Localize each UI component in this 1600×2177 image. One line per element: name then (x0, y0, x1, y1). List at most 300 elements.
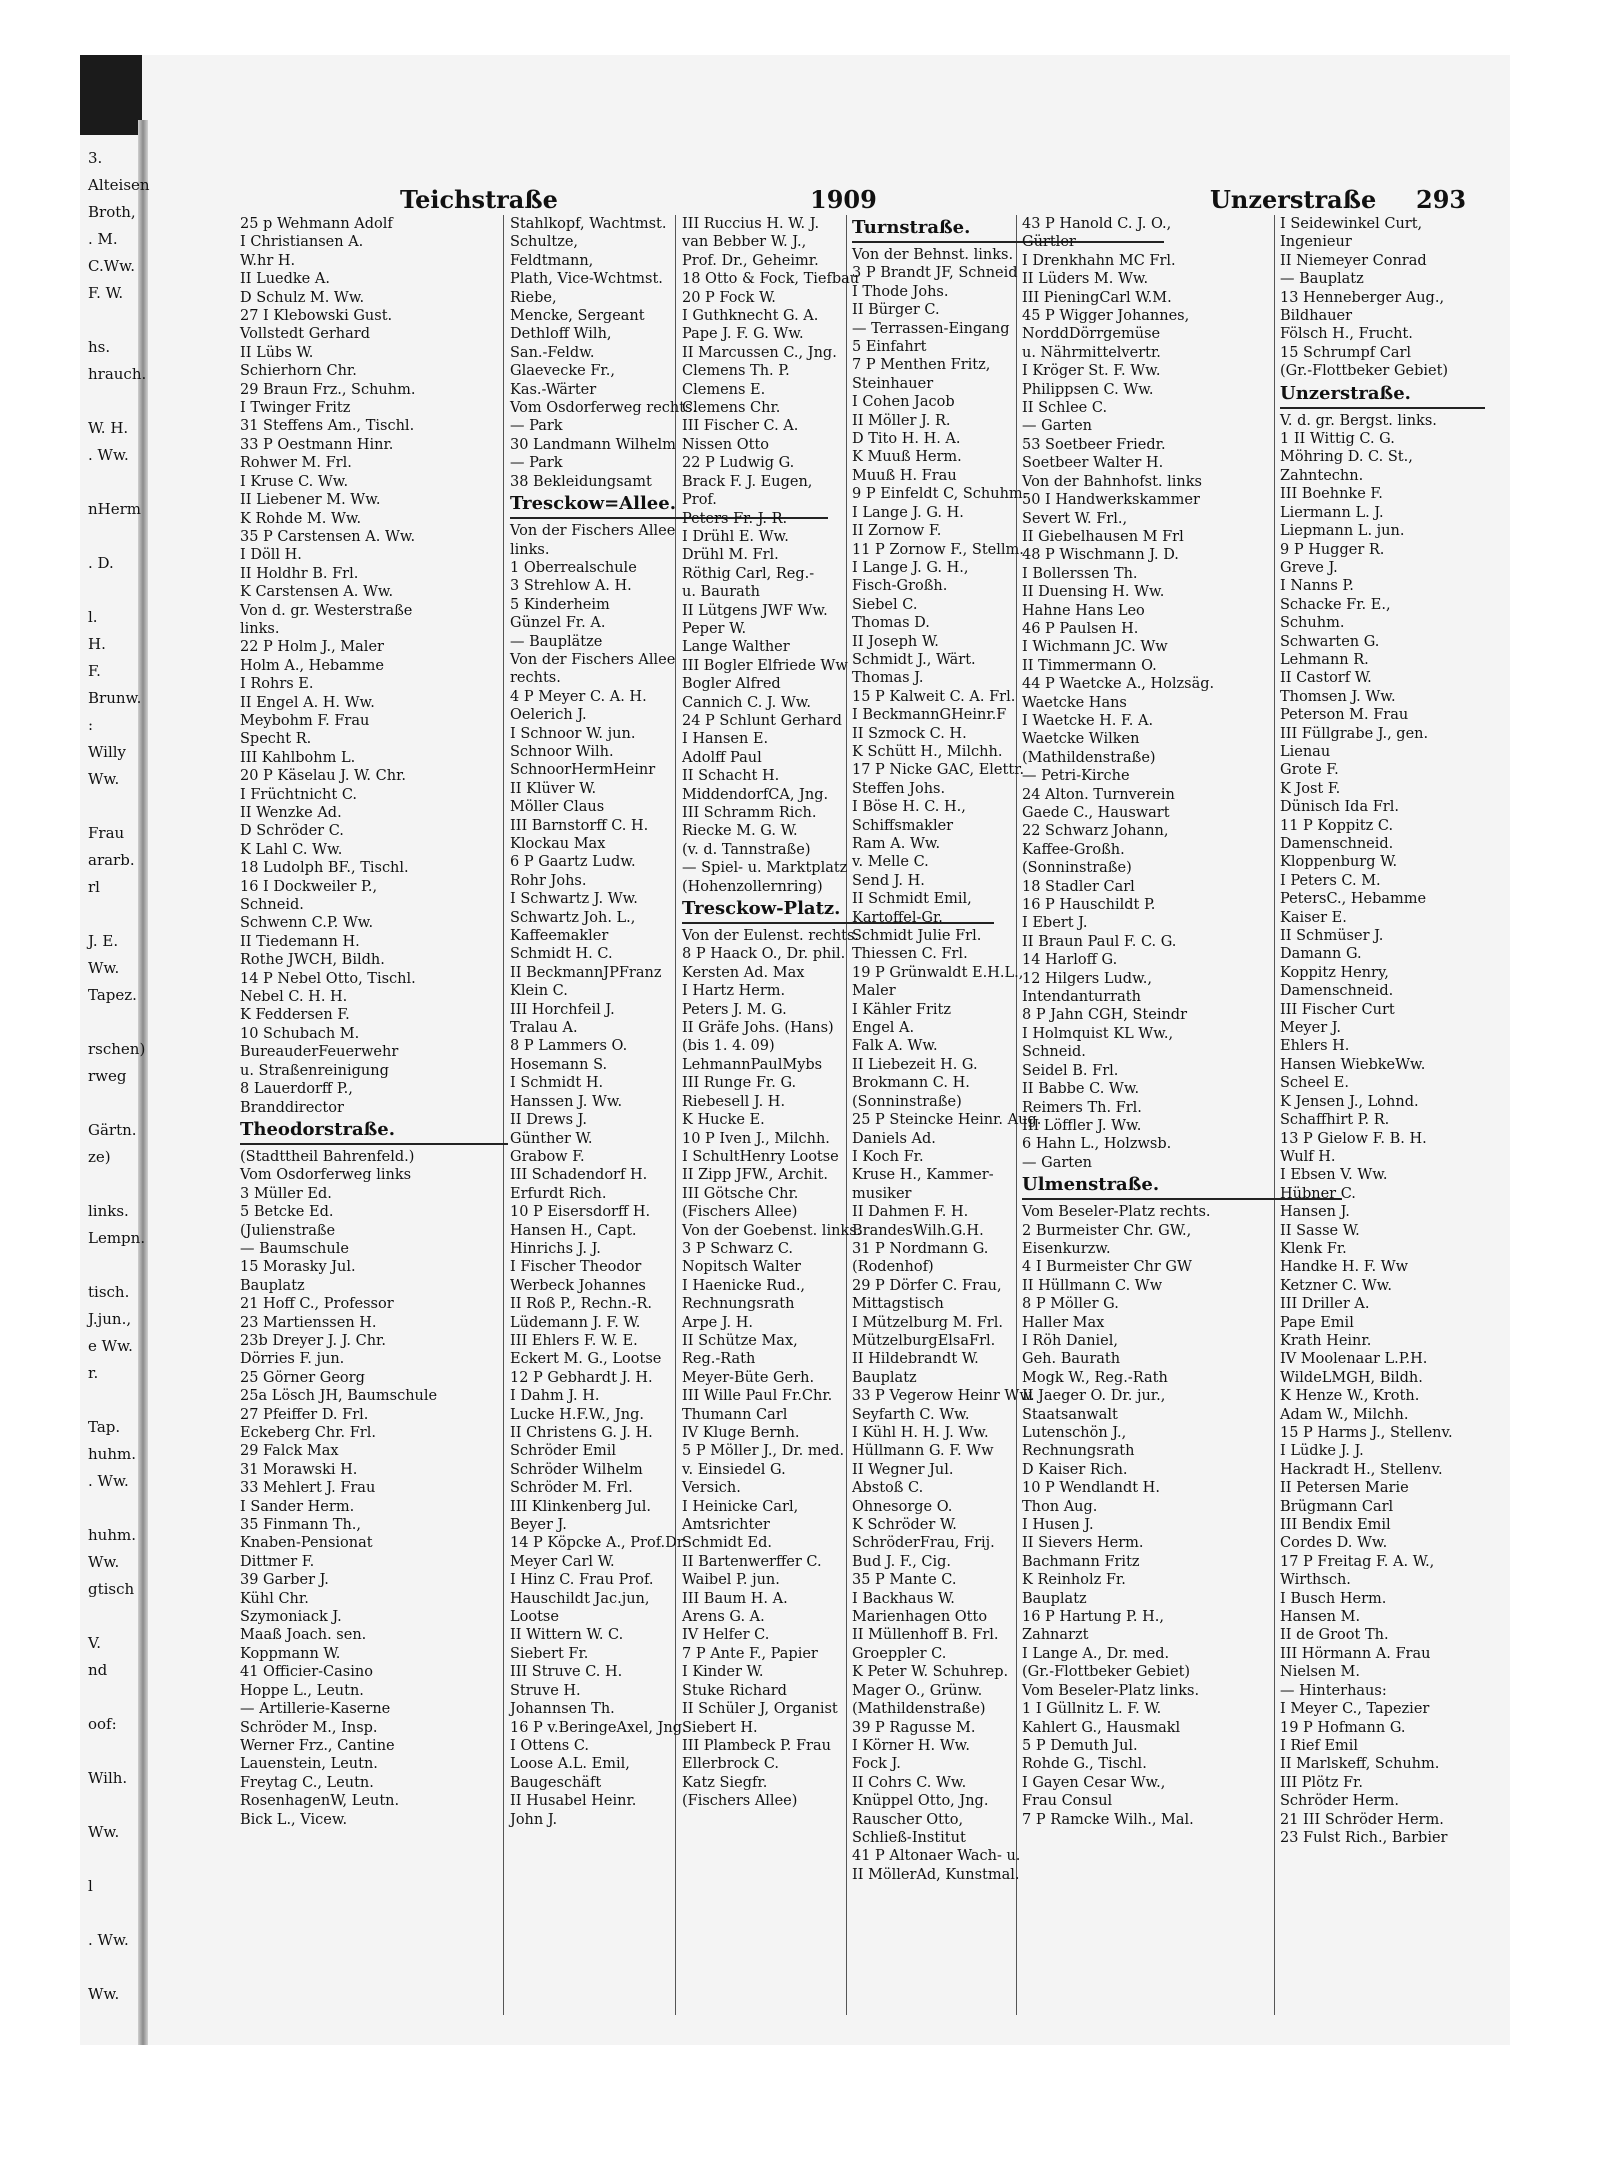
directory-entry: Hanssen J. Ww. (510, 1093, 623, 1110)
directory-entry: K Schröder W. (852, 1517, 957, 1534)
directory-entry: 5 Betcke Ed. (240, 1204, 334, 1221)
directory-entry: 4 P Meyer C. A. H. (510, 688, 647, 705)
directory-entry: 21 Hoff C., Professor (240, 1296, 394, 1313)
directory-entry: Maler (852, 983, 896, 1000)
directory-entry: 15 P Kalweit C. A. Frl. (852, 688, 1016, 705)
directory-entry: Maaß Joach. sen. (240, 1627, 367, 1644)
left-page-fragment: V. (88, 1634, 101, 1652)
directory-entry: Groeppler C. (852, 1645, 947, 1662)
directory-entry: II Braun Paul F. C. G. (1022, 933, 1177, 950)
directory-entry: Werner Frz., Cantine (240, 1737, 395, 1754)
directory-entry: Liepmann L. jun. (1280, 523, 1405, 540)
directory-entry: Versich. (682, 1480, 741, 1497)
directory-entry: Brokmann C. H. (852, 1075, 970, 1092)
directory-entry: San.-Feldw. (510, 344, 595, 361)
directory-entry: Stahlkopf, Wachtmst. (510, 216, 667, 232)
directory-entry: I Körner H. Ww. (852, 1737, 970, 1754)
directory-entry: Schmidt H. C. (510, 946, 613, 963)
directory-entry: I Seidewinkel Curt, (1280, 216, 1423, 232)
directory-entry: I Döll H. (240, 547, 302, 564)
directory-entry: Grote F. (1280, 762, 1339, 779)
directory-entry: Kersten Ad. Max (682, 964, 805, 981)
directory-entry: Möhring D. C. St., (1280, 449, 1413, 466)
directory-entry: links. (240, 620, 280, 637)
directory-entry: 33 P Vegerow Heinr Ww. (852, 1388, 1035, 1405)
directory-entry: Steinhauer (852, 375, 934, 392)
left-page-fragment: J. E. (88, 932, 119, 950)
directory-entry: 18 Ludolph BF., Tischl. (240, 860, 409, 877)
directory-entry: II Roß P., Rechn.-R. (510, 1296, 652, 1313)
directory-entry: Rechnungsrath (682, 1296, 795, 1313)
directory-entry: — Bauplatz (1280, 271, 1364, 288)
directory-entry: Dittmer F. (240, 1553, 315, 1570)
directory-entry: Rechnungsrath (1022, 1443, 1135, 1460)
directory-entry: Rauscher Otto, (852, 1811, 964, 1828)
directory-entry: Tresckow=Allee. (510, 491, 828, 519)
directory-entry: 12 P Gebhardt J. H. (510, 1369, 653, 1386)
directory-entry: I Hansen E. (682, 731, 769, 748)
directory-entry: (Hohenzollernring) (682, 878, 823, 895)
directory-entry: (Julienstraße (240, 1222, 336, 1239)
directory-entry: Hahne Hans Leo (1022, 602, 1145, 619)
directory-entry: — Park (510, 455, 563, 472)
directory-entry: I Hartz Herm. (682, 983, 786, 1000)
directory-entry: Ellerbrock C. (682, 1756, 780, 1773)
directory-entry: Intendanturrath (1022, 989, 1141, 1006)
directory-entry: 39 Garber J. (240, 1572, 329, 1589)
directory-entry: I Backhaus W. (852, 1590, 955, 1607)
directory-entry: I Drenkhahn MC Frl. (1022, 252, 1176, 269)
directory-entry: Bud J. F., Cig. (852, 1553, 952, 1570)
directory-entry: Bogler Alfred (682, 676, 781, 693)
directory-entry: 8 P Möller G. (1022, 1296, 1119, 1313)
directory-entry: 45 P Wigger Johannes, (1022, 308, 1190, 325)
directory-entry: 50 I Handwerkskammer (1022, 492, 1200, 509)
left-page-strip (88, 149, 150, 2050)
directory-entry: II Gräfe Johs. (Hans) (682, 1020, 834, 1037)
directory-entry: II Sasse W. (1280, 1222, 1360, 1239)
directory-entry: I Mützelburg M. Frl. (852, 1314, 1003, 1331)
directory-entry: 23b Dreyer J. J. Chr. (240, 1332, 386, 1349)
directory-entry: Koppitz Henry, (1280, 964, 1389, 981)
directory-entry: Cannich C. J. Ww. (682, 694, 812, 711)
directory-entry: Bauplatz (240, 1277, 305, 1294)
directory-entry: II Marlskeff, Schuhm. (1280, 1756, 1440, 1773)
directory-entry: Kartoffel-Gr. (852, 909, 943, 926)
directory-entry: Thumann Carl (682, 1406, 788, 1423)
directory-entry: Abstoß C. (852, 1480, 924, 1497)
directory-entry: LehmannPaulMybs (682, 1056, 823, 1073)
directory-entry: (Stadttheil Bahrenfeld.) (240, 1148, 415, 1165)
directory-entry: Knaben-Pensionat (240, 1535, 373, 1552)
directory-entry: I Guthknecht G. A. (682, 308, 819, 325)
directory-entry: RosenhagenW, Leutn. (240, 1793, 400, 1810)
directory-entry: Thomas J. (852, 670, 924, 687)
directory-entry: III Barnstorff C. H. (510, 817, 649, 834)
directory-entry: 31 P Nordmann G. (852, 1240, 989, 1257)
directory-entry: III Klinkenberg Jul. (510, 1498, 652, 1515)
directory-entry: Waetcke Wilken (1022, 731, 1140, 748)
directory-entry: I Rohrs E. (240, 676, 314, 693)
directory-entry: II Zornow F. (852, 523, 942, 540)
directory-entry: Tresckow-Platz. (682, 896, 994, 924)
directory-entry: Kaiser E. (1280, 909, 1347, 926)
directory-entry: I Twinger Fritz (240, 400, 351, 417)
directory-entry: II Liebezeit H. G. (852, 1056, 978, 1073)
directory-entry: (Rodenhof) (852, 1259, 934, 1276)
directory-entry: III Ruccius H. W. J. (682, 216, 820, 232)
left-page-fragment: huhm. (88, 1526, 136, 1544)
directory-entry: III Ehlers F. W. E. (510, 1332, 638, 1349)
directory-entry: Riecke M. G. W. (682, 823, 798, 840)
directory-entry: II Duensing H. Ww. (1022, 584, 1165, 601)
directory-entry: 48 P Wischmann J. D. (1022, 547, 1179, 564)
directory-entry: I Holmquist KL Ww., (1022, 1025, 1174, 1042)
directory-entry: I Kröger St. F. Ww. (1022, 363, 1161, 380)
directory-entry: 4 I Burmeister Chr GW (1022, 1259, 1192, 1276)
directory-entry: II Bürger C. (852, 302, 940, 319)
directory-entry: Knüppel Otto, Jng. (852, 1793, 989, 1810)
left-page-fragment: Alteisen (88, 176, 150, 194)
directory-entry: II BeckmannJPFranz (510, 964, 662, 981)
left-page-fragment: e Ww. (88, 1337, 133, 1355)
left-page-fragment: l. (88, 608, 98, 626)
directory-entry: Pape J. F. G. Ww. (682, 326, 804, 343)
directory-entry: 14 P Köpcke A., Prof.Dr. (510, 1535, 687, 1552)
directory-entry: II Müllenhoff B. Frl. (852, 1627, 999, 1644)
directory-entry: Lange Walther (682, 639, 790, 656)
directory-entry: III Fischer C. A. (682, 418, 799, 435)
directory-entry: Meyer-Büte Gerh. (682, 1369, 815, 1386)
directory-entry: K Rohde M. Ww. (240, 510, 362, 527)
directory-entry: (Sonninstraße) (852, 1093, 962, 1110)
directory-entry: I Ebert J. (1022, 915, 1088, 932)
directory-entry: III Kahlbohm L. (240, 749, 356, 766)
directory-entry: Fock J. (852, 1756, 901, 1773)
directory-entry: — Terrassen-Eingang (852, 320, 1010, 337)
directory-entry: Damann G. (1280, 946, 1362, 963)
directory-entry: Feldtmann, (510, 252, 594, 269)
directory-entry: Vom Beseler-Platz links. (1022, 1682, 1200, 1699)
directory-entry: III Hörmann A. Frau (1280, 1645, 1431, 1662)
directory-entry: 22 P Ludwig G. (682, 455, 795, 472)
directory-entry: Dünisch Ida Frl. (1280, 799, 1399, 816)
directory-entry: Scheel E. (1280, 1075, 1349, 1092)
directory-entry: 15 P Harms J., Stellenv. (1280, 1425, 1453, 1441)
directory-entry: SchnoorHermHeinr (510, 762, 656, 779)
left-page-fragment: Wilh. (88, 1769, 128, 1787)
directory-entry: 6 Hahn L., Holzwsb. (1022, 1136, 1172, 1153)
left-page-fragment: hrauch. (88, 365, 147, 383)
directory-entry: Röthig Carl, Reg.- (682, 565, 815, 582)
directory-entry: Siebert H. (682, 1719, 758, 1736)
directory-entry: 53 Soetbeer Friedr. (1022, 436, 1166, 453)
directory-entry: 7 P Ante F., Papier (682, 1645, 818, 1662)
directory-entry: Lehmann R. (1280, 651, 1369, 668)
directory-entry: I Nanns P. (1280, 578, 1354, 595)
directory-entry: II Hüllmann C. Ww (1022, 1277, 1163, 1294)
directory-entry: Hoppe L., Leutn. (240, 1682, 364, 1699)
directory-entry: Gaede C., Hauswart (1022, 805, 1170, 821)
directory-entry: — Spiel- u. Marktplatz (682, 860, 848, 877)
directory-entry: II Lütgens JWF Ww. (682, 602, 828, 619)
directory-entry: 38 Bekleidungsamt (510, 473, 652, 490)
directory-entry: 25a Lösch JH, Baumschule (240, 1388, 438, 1405)
directory-entry: Katz Siegfr. (682, 1774, 768, 1791)
directory-entry: van Bebber W. J., (682, 234, 807, 251)
directory-entry: Günther W. (510, 1130, 593, 1147)
directory-entry: Meyer Carl W. (510, 1553, 615, 1570)
directory-entry: Daniels Ad. (852, 1130, 936, 1147)
directory-entry: (Mathildenstraße) (852, 1701, 986, 1718)
directory-entry: Thon Aug. (1022, 1498, 1098, 1515)
directory-entry: Hübner C. (1280, 1185, 1356, 1202)
directory-entry: Hinrichs J. J. (510, 1240, 601, 1257)
directory-entry: Mencke, Sergeant (510, 308, 645, 325)
directory-entry: Kühl Chr. (240, 1590, 309, 1607)
directory-entry: II Petersen Marie (1280, 1480, 1409, 1497)
directory-entry: Von der Fischers Allee (510, 523, 676, 540)
directory-entry: D Schröder C. (240, 823, 344, 840)
directory-entry: (Gr.-Flottbeker Gebiet) (1280, 363, 1449, 380)
directory-entry: v. Melle C. (852, 854, 929, 871)
directory-entry: Hansen H., Capt. (510, 1222, 637, 1239)
directory-entry: Thomsen J. Ww. (1280, 688, 1396, 705)
directory-entry: I Meyer C., Tapezier (1280, 1701, 1430, 1718)
directory-entry: 16 P Hartung P. H., (1022, 1609, 1164, 1626)
left-page-fragment: huhm. (88, 1445, 136, 1463)
directory-entry: I Kühl H. H. J. Ww. (852, 1425, 989, 1441)
directory-entry: SchröderFrau, Frij. (852, 1535, 995, 1552)
directory-entry: Lootse (510, 1609, 559, 1626)
directory-entry: Ram A. Ww. (852, 836, 941, 852)
directory-entry: Bick L., Vicew. (240, 1811, 348, 1828)
directory-entry: I BeckmannGHeinr.F (852, 707, 1007, 724)
directory-entry: Muuß H. Frau (852, 467, 957, 484)
directory-entry: Meybohm F. Frau (240, 712, 370, 729)
directory-entry: 10 P Wendlandt H. (1022, 1480, 1160, 1497)
directory-entry: Lucke H.F.W., Jng. (510, 1406, 644, 1423)
directory-entry: Schuhm. (1280, 615, 1345, 632)
directory-entry: W.hr H. (240, 252, 296, 269)
directory-entry: 5 Kinderheim (510, 596, 610, 613)
directory-entry: Clemens Chr. (682, 400, 781, 417)
left-page-fragment: r. (88, 1364, 99, 1382)
directory-entry: 12 Hilgers Ludw., (1022, 970, 1152, 987)
directory-entry: II de Groot Th. (1280, 1627, 1389, 1644)
directory-entry: 31 Morawski H. (240, 1461, 358, 1478)
directory-entry: II Niemeyer Conrad (1280, 252, 1427, 269)
directory-entry: II Schlee C. (1022, 400, 1108, 417)
directory-entry: 8 P Jahn CGH, Steindr (1022, 1007, 1188, 1024)
directory-entry: Peters Fr. J. R. (682, 510, 788, 527)
directory-entry: 17 P Nicke GAC, Elettr. (852, 762, 1025, 779)
directory-entry: III Bogler Elfriede Ww (682, 657, 848, 674)
directory-entry: Erfurdt Rich. (510, 1185, 607, 1202)
directory-entry: musiker (852, 1185, 912, 1202)
directory-entry: 11 P Zornow F., Stellm. (852, 541, 1024, 558)
directory-entry: I Cohen Jacob (852, 394, 955, 411)
directory-entry: I SchultHenry Lootse (682, 1148, 839, 1165)
directory-entry: I Haenicke Rud., (682, 1277, 806, 1294)
directory-entry: III Löffler J. Ww. (1022, 1117, 1142, 1134)
directory-entry: 24 Alton. Turnverein (1022, 786, 1175, 803)
directory-entry: (v. d. Tannstraße) (682, 841, 811, 858)
directory-entry: Steffen Johs. (852, 780, 946, 797)
directory-entry: Liermann L. J. (1280, 504, 1384, 521)
directory-entry: Ingenieur (1280, 234, 1352, 251)
directory-entry: II Klüver W. (510, 780, 597, 797)
directory-entry: 22 Schwarz Johann, (1022, 823, 1169, 840)
directory-entry: II Möller J. R. (852, 412, 951, 429)
directory-entry: I Rief Emil (1280, 1737, 1359, 1754)
left-page-fragment: tisch. (88, 1283, 130, 1301)
directory-entry: 2 Burmeister Chr. GW., (1022, 1222, 1192, 1239)
directory-entry: 18 Otto & Fock, Tiefbau (682, 271, 860, 288)
directory-entry: Schmidt Ed. (682, 1535, 772, 1552)
directory-entry: II Schmüser J. (1280, 928, 1384, 945)
left-page-fragment: Willy (88, 743, 127, 761)
directory-entry: u. Nährmittelvertr. (1022, 344, 1161, 361)
directory-entry: 20 P Fock W. (682, 289, 776, 306)
directory-entry: 33 P Oestmann Hinr. (240, 436, 394, 453)
directory-entry: Bauplatz (852, 1369, 917, 1386)
directory-entry: BrandesWilh.G.H. (852, 1222, 984, 1239)
directory-entry: D Kaiser Rich. (1022, 1461, 1128, 1478)
directory-entry: Severt W. Frl., (1022, 510, 1128, 527)
directory-entry: Brack F. J. Eugen, (682, 473, 813, 490)
directory-entry: Clemens Th. P. (682, 363, 790, 380)
directory-entry: II Timmermann O. (1022, 657, 1157, 674)
directory-entry: Glaevecke Fr., (510, 363, 615, 380)
directory-entry: Mager O., Grünw. (852, 1682, 983, 1699)
directory-entry: II Zipp JFW., Archit. (682, 1167, 828, 1184)
directory-entry: Hansen J. (1280, 1204, 1350, 1221)
directory-entry: Mogk W., Reg.-Rath (1022, 1369, 1168, 1386)
directory-entry: — Petri-Kirche (1022, 768, 1130, 785)
directory-entry: Klenk Fr. (1280, 1240, 1347, 1257)
directory-entry: Lienau (1280, 743, 1331, 760)
header-right-street: Unzerstraße (1210, 185, 1377, 214)
directory-entry: Kaffeemakler (510, 928, 609, 945)
directory-entry: Hüllmann G. F. Ww (852, 1443, 994, 1460)
gutter-dark-block (80, 55, 142, 135)
directory-entry: Turnstraße. (852, 215, 1164, 243)
directory-entry: III Götsche Chr. (682, 1185, 799, 1202)
directory-entry: II Castorf W. (1280, 670, 1372, 687)
left-page-fragment: J.jun., (88, 1310, 132, 1328)
directory-entry: Hauschildt Jac.jun, (510, 1590, 650, 1607)
directory-entry: D Schulz M. Ww. (240, 289, 365, 306)
left-page-fragment: . M. (88, 230, 118, 248)
directory-entry: III Horchfeil J. (510, 1001, 615, 1018)
left-page-fragment: Ww. (88, 1985, 120, 2003)
directory-entry: Thomas D. (852, 615, 930, 632)
directory-entry: Adolff Paul (682, 749, 762, 766)
directory-entry: 22 P Holm J., Maler (240, 639, 384, 656)
directory-entry: Von der Fischers Allee (510, 651, 676, 668)
directory-entry: PetersC., Hebamme (1280, 891, 1427, 908)
directory-entry: I Lange J. G. H. (852, 504, 964, 521)
directory-entry: II Schütze Max, (682, 1332, 798, 1349)
directory-entry: Unzerstraße. (1280, 381, 1485, 409)
directory-entry: Von der Bahnhofst. links (1022, 473, 1202, 490)
directory-entry: II Wegner Jul. (852, 1461, 954, 1478)
directory-entry: Seidel B. Frl. (1022, 1062, 1119, 1079)
directory-entry: Peters J. M. G. (682, 1001, 787, 1018)
directory-entry: K Carstensen A. Ww. (240, 584, 394, 601)
directory-entry: 7 P Ramcke Wilh., Mal. (1022, 1811, 1194, 1828)
directory-entry: I Drühl E. Ww. (682, 528, 789, 545)
directory-entry: Schierhorn Chr. (240, 363, 357, 380)
directory-entry: Tralau A. (510, 1020, 578, 1037)
directory-entry: III Bendix Emil (1280, 1517, 1391, 1534)
directory-entry: 1 I Güllnitz L. F. W. (1022, 1701, 1162, 1718)
left-page-fragment: . Ww. (88, 1472, 129, 1490)
directory-entry: Reg.-Rath (682, 1351, 756, 1368)
left-page-fragment: rschen) (88, 1040, 146, 1058)
directory-entry: Dethloff Wilh, (510, 326, 612, 343)
directory-entry: III Struve C. H. (510, 1664, 623, 1681)
directory-entry: Arens G. A. (682, 1609, 765, 1626)
directory-entry: V. d. gr. Bergst. links. (1280, 412, 1437, 429)
directory-entry: 17 P Freitag F. A. W., (1280, 1553, 1435, 1570)
directory-entry: links. (510, 541, 550, 558)
directory-entry: II Schmidt Emil, (852, 891, 972, 908)
directory-entry: Schiffsmakler (852, 817, 954, 834)
directory-entry: Frau Consul (1022, 1793, 1113, 1810)
directory-entry: K Muuß Herm. (852, 449, 962, 466)
directory-entry: Arpe J. H. (682, 1314, 754, 1331)
left-page-fragment: . Ww. (88, 446, 129, 464)
directory-entry: Pape Emil (1280, 1314, 1354, 1331)
directory-entry: — Bauplätze (510, 633, 603, 650)
directory-entry: III Wille Paul Fr.Chr. (682, 1388, 833, 1405)
directory-entry: Hansen M. (1280, 1609, 1361, 1626)
directory-entry: Von der Eulenst. rechts. (682, 928, 860, 945)
directory-entry: 14 Harloff G. (1022, 952, 1118, 969)
directory-entry: Gürtler (1022, 234, 1076, 251)
directory-entry: III Boehnke F. (1280, 486, 1383, 503)
directory-entry: II Schüler J, Organist (682, 1701, 838, 1718)
directory-entry: Rohde G., Tischl. (1022, 1756, 1147, 1773)
directory-entry: — Hinterhaus: (1280, 1682, 1387, 1699)
directory-entry: I Peters C. M. (1280, 872, 1381, 889)
directory-entry: Bachmann Fritz (1022, 1553, 1140, 1570)
directory-entry: (Sonninstraße) (1022, 860, 1132, 877)
directory-entry: (Fischers Allee) (682, 1793, 798, 1810)
directory-entry: Peper W. (682, 620, 747, 637)
directory-entry: Clemens E. (682, 381, 766, 398)
directory-entry: Eckeberg Chr. Frl. (240, 1425, 376, 1441)
directory-entry: Schröder M. Frl. (510, 1480, 633, 1497)
directory-entry: Soetbeer Walter H. (1022, 455, 1164, 472)
left-page-fragment: rweg (88, 1067, 127, 1085)
directory-entry: Reimers Th. Frl. (1022, 1099, 1142, 1116)
directory-entry: 30 Landmann Wilhelm (510, 436, 676, 453)
directory-entry: Amtsrichter (682, 1517, 770, 1534)
directory-entry: 44 P Waetcke A., Holzsäg. (1022, 676, 1215, 693)
directory-entry: Mittagstisch (852, 1296, 944, 1313)
directory-entry: Hosemann S. (510, 1056, 608, 1073)
directory-entry: K Jost F. (1280, 780, 1341, 797)
left-page-fragment: l (88, 1877, 93, 1895)
directory-entry: Rohwer M. Frl. (240, 455, 352, 472)
header-page-number: 293 (1416, 185, 1467, 214)
directory-entry: Eckert M. G., Lootse (510, 1351, 662, 1368)
directory-entry: 19 P Hofmann G. (1280, 1719, 1406, 1736)
directory-entry: 18 Stadler Carl (1022, 878, 1135, 895)
